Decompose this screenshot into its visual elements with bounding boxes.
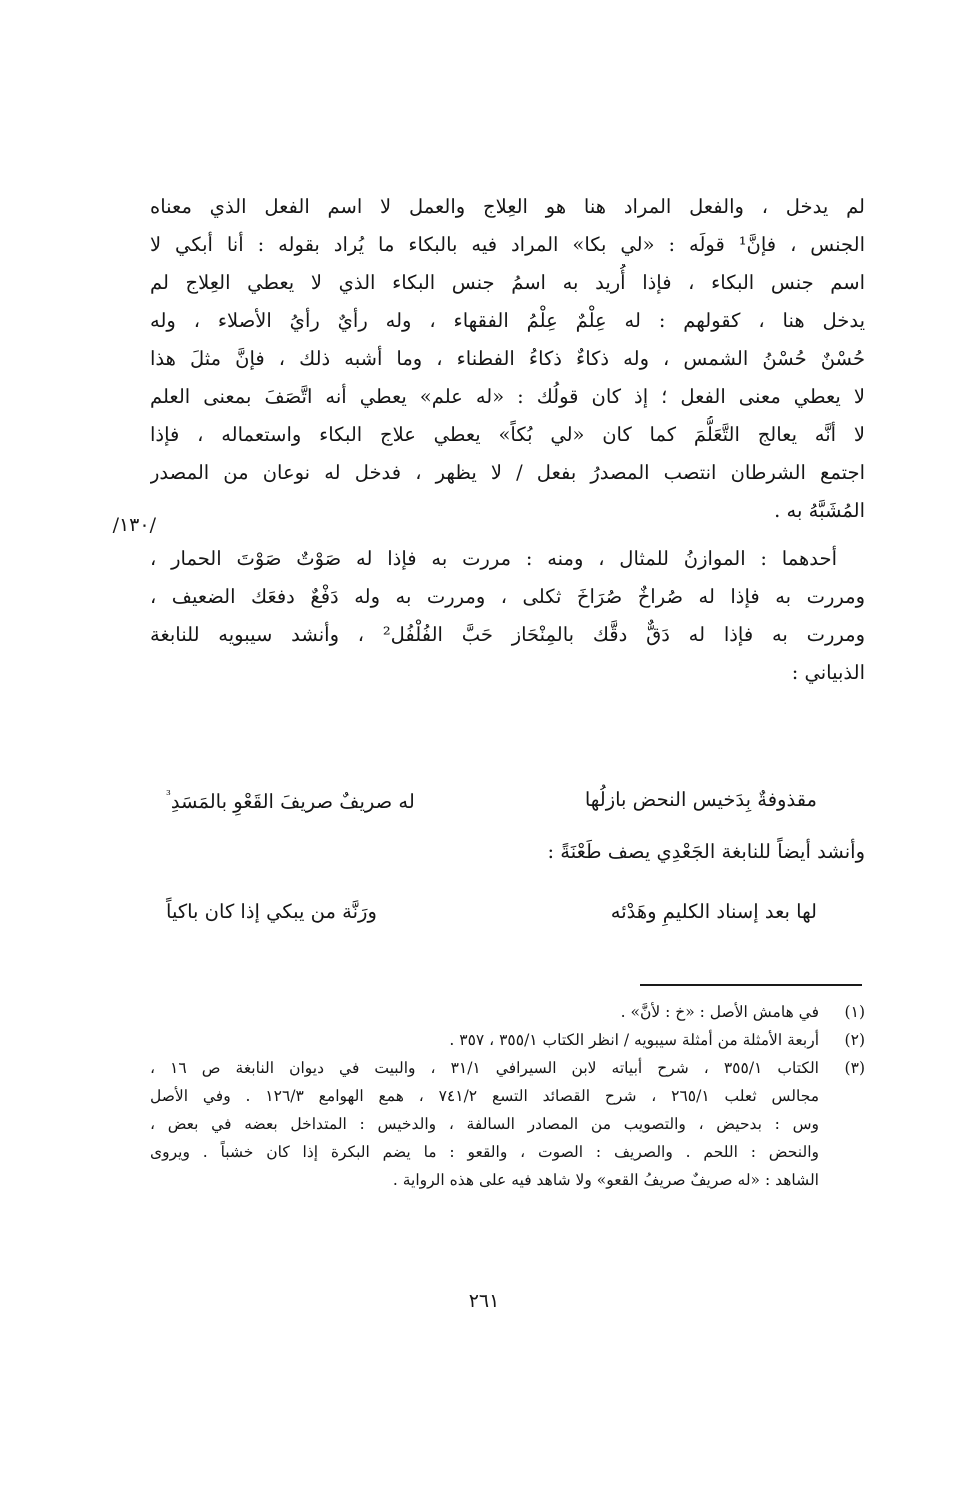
footnote-number: (٣) [844, 1059, 865, 1077]
text-line: ومررت به فإذا له دَقٌّ دقَّك بالمِنْحَاز حَبَّ الفُلْفُل² ، وأنشد سيبويه للنابغة [150, 623, 865, 646]
footnote-line: والنحض : اللحم . والصريف : الصوت ، والقعو : ما يضم البكرة إذا كان خشباً . ويروى [150, 1143, 819, 1161]
verse-introduction: وأنشد أيضاً للنابغة الجَعْدِي يصف طَعْنَةً : [547, 840, 865, 863]
text-line: لا يعطي معنى الفعل ؛ إذ كان قولُك : «له علم» يعطي أنه اتَّصَفَ بمعنى العلم [150, 385, 865, 408]
footnote-line: الكتاب ٣٥٥/١ ، شرح أبياته لابن السيرافي ٣١/١ ، والبيت في ديوان النابغة ص ١٦ ، [150, 1059, 819, 1077]
text-line: اجتمع الشرطان انتصب المصدرُ بفعل / لا يظهر ، فدخل له نوعان من المصدر [150, 461, 865, 484]
footnotes [150, 998, 865, 1194]
main-text [150, 188, 865, 692]
text-line: المُشَبَّهُ به . [774, 499, 865, 522]
footnote-line: أربعة الأمثلة من أمثلة سيبويه / انظر الكتاب ٣٥٥/١ ، ٣٥٧ . [449, 1031, 819, 1049]
paragraph-gap [150, 530, 865, 540]
text-line: لم يدخل ، والفعل المراد هنا هو العِلاج والعمل لا اسم الفعل الذي معناه [150, 195, 865, 218]
paragraph-1 [150, 188, 865, 530]
text-line: حُسْنٌ حُسْنُ الشمس ، وله ذكاءٌ ذكاءُ الفطناء ، وما أشبه ذلك ، فإنَّ مثلَ هذا [150, 347, 865, 370]
footnote-line: مجالس ثعلب ٢٦٥/١ ، شرح القصائد التسع ٧٤١/٢ ، همع الهوامع ١٢٦/٣ . وفي الأصل [150, 1087, 819, 1105]
footnote-line: وس : بدحيض ، والتصويب من المصادر السالفة ، والدخيس : المتداخل بعضه في بعض ، [150, 1115, 819, 1133]
text-line: الذبياني : [791, 661, 865, 684]
verse-text: له صريفٌ صريفَ القَعْوِ بالمَسَدِ [170, 790, 415, 813]
verse-second-hemistich [166, 788, 415, 813]
verse-first-hemistich: لها بعد إسناد الكليمِ وهَدْئه [610, 900, 817, 923]
text-line: لا أنَّه يعالج التَّعَلُّمَ كما كان «لي بُكاً» يعطي علاج البكاء واستعماله ، فإذا [150, 423, 865, 446]
text-line: الجنس ، فإنَّ¹ قولَه : «لي بكا» المراد فيه بالبكاء ما يُراد بقوله : أنا أبكي لا [150, 233, 865, 256]
verse-first-hemistich: مقذوفةٌ بِدَخيس النحض بازلُها [584, 788, 817, 811]
text-line: اسم جنس البكاء ، فإذا أُريد به اسمُ جنس البكاء الذي لا يعطي العِلاج لم [150, 271, 865, 294]
manuscript-folio-mark: /١٣٠/ [112, 514, 156, 536]
page-number: ٢٦١ [468, 1290, 500, 1312]
paragraph-2 [150, 540, 865, 692]
text-line: أحدهما : الموازنُ للمثال ، ومنه : مررت به فإذا له صَوْتٌ صَوْتَ الحمار ، [150, 547, 837, 570]
footnote-number: (١) [844, 1003, 865, 1021]
footnote-ref: ³ [166, 788, 171, 802]
footnote-2 [150, 1026, 865, 1054]
text-line: يدخل هنا ، كقولهم : له عِلْمٌ عِلْمُ الفقهاء ، وله رأيٌ رأيُ الأصلاء ، وله [150, 309, 865, 332]
footnote-1 [150, 998, 865, 1026]
verse-second-hemistich: ورَنَّة من يبكي إذا كان باكياً [166, 900, 377, 923]
footnote-line: في هامش الأصل : «خ : لأنَّ» . [620, 1003, 819, 1021]
footnote-number: (٢) [844, 1031, 865, 1049]
footnote-line: الشاهد : «له صريفٌ صريفُ القعو» ولا شاهد فيه على هذه الرواية . [392, 1171, 819, 1189]
footnote-separator [640, 984, 862, 986]
footnote-3 [150, 1054, 865, 1194]
text-line: ومررت به فإذا له صُراخٌ صُرَاخَ ثكلى ، ومررت به وله دَفْعٌ دفعَك الضعيف ، [150, 585, 865, 608]
